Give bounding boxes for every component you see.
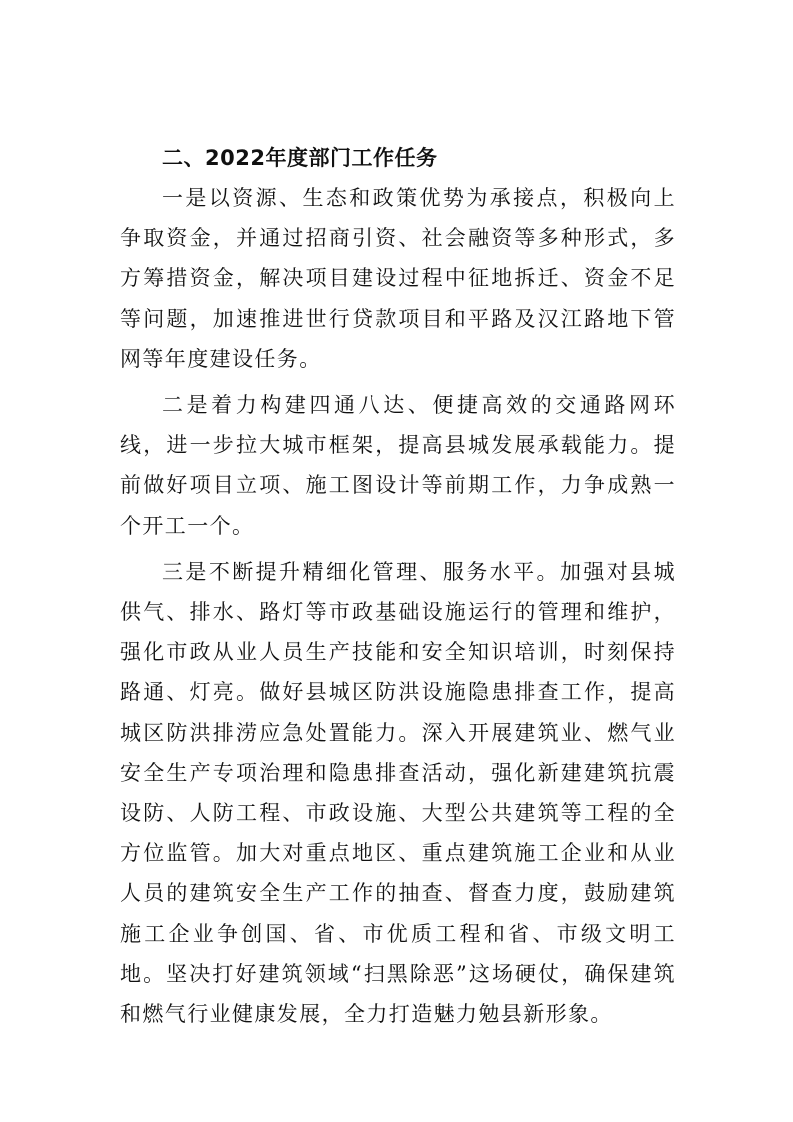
- paragraph-3: 三是不断提升精细化管理、服务水平。加强对县城供气、排水、路灯等市政基础设施运行的管理和维护，强化市政从业人员生产技能和安全知识培训，时刻保持路通、灯亮。做好县城区防洪设施隐患排查工作，提高城区防洪排涝应急处置能力。深入开展建筑业、燃气业安全生产专项治理和隐患排查活动，强化新建建筑抗震设防、人防工程、市政设施、大型公共建筑等工程的全方位监管。加大对重点地区、重点建筑施工企业和从业人员的建筑安全生产工作的抽查、督查力度，鼓励建筑施工企业争创国、省、市优质工程和省、市级文明工地。坚决打好建筑领域“扫黑除恶”这场硬仗，确保建筑和燃气行业健康发展，全力打造魅力勉县新形象。: [120, 559, 676, 1027]
- document-page: [120, 138, 676, 1034]
- section-heading: 二、2022年度部门工作任务: [162, 146, 438, 170]
- paragraph-2: 二是着力构建四通八达、便捷高效的交通路网环线，进一步拉大城市框架，提高县城发展承载能力。提前做好项目立项、施工图设计等前期工作，力争成熟一个开工一个。: [120, 393, 676, 538]
- paragraph-1: 一是以资源、生态和政策优势为承接点，积极向上争取资金，并通过招商引资、社会融资等多种形式，多方筹措资金，解决项目建设过程中征地拆迁、资金不足等问题，加速推进世行贷款项目和平路及汉江路地下管网等年度建设任务。: [120, 186, 676, 371]
